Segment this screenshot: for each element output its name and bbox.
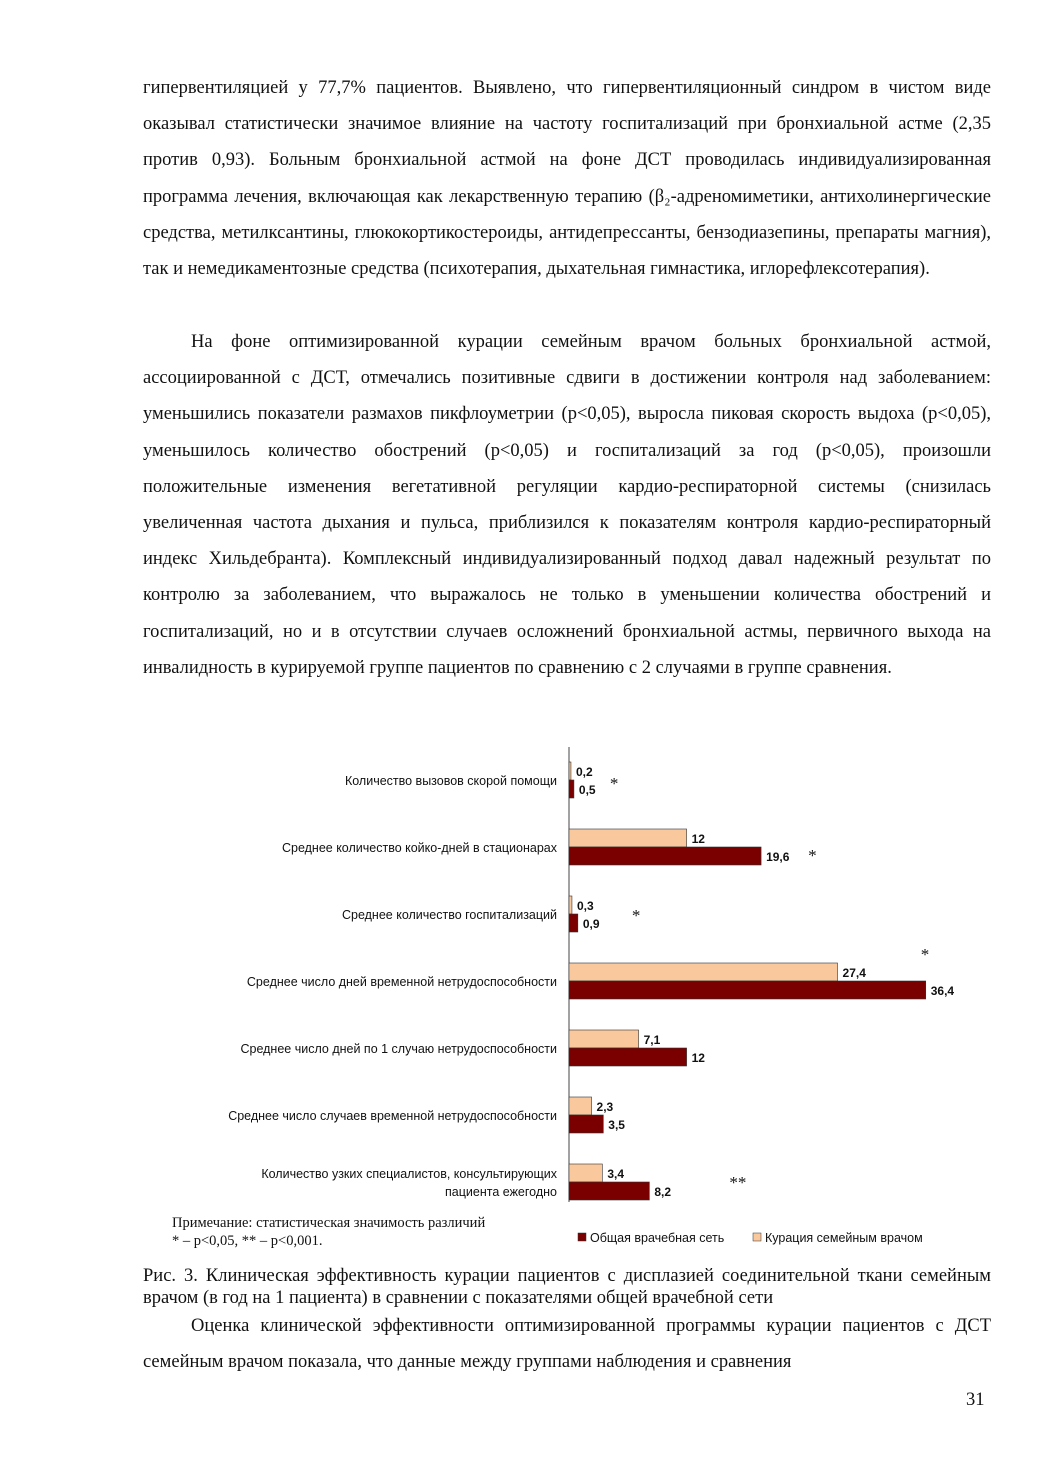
figure-note	[172, 1214, 485, 1250]
bar-family-doctor	[569, 762, 571, 780]
legend-label: Общая врачебная сеть	[590, 1231, 725, 1245]
bar-family-doctor	[569, 829, 687, 847]
data-label: 3,4	[607, 1167, 625, 1181]
paragraph-1: гипервентиляцией у 77,7% пациентов. Выявлено, что гипервентиляционный синдром в чистом виде оказывал статистически значимое влияние на частоту госпитализаций при бронхиальной астме (2,35 против 0,93). Больным бронхиальной астмой на фоне ДСТ проводилась индивидуализированная программа лечения, включающая как лекарственную терапию (β₂-адреномиметики, антихолинергические средства, метилксантины, глюкокортикостероиды, антидепрессанты, бензодиазепины, препараты магния), так и немедикаментозные средства (психотерапия, дыхательная гимнастика, иглорефлексотерапия).	[143, 78, 991, 280]
bar-general-network	[569, 1182, 649, 1200]
category-label: Среднее число случаев временной нетрудоспособности	[228, 1109, 557, 1123]
legend-swatch	[578, 1233, 586, 1241]
category-label: Среднее количество госпитализаций	[341, 908, 557, 922]
bar-family-doctor	[569, 1030, 639, 1048]
data-label: 12	[691, 832, 705, 846]
figure-3-bar-chart	[160, 742, 990, 1262]
data-label: 0,2	[575, 765, 593, 779]
data-label: 0,3	[576, 899, 594, 913]
data-label: 0,9	[582, 917, 600, 931]
category-label: Среднее число дней по 1 случаю нетрудоспособности	[240, 1042, 557, 1056]
bar-general-network	[569, 780, 574, 798]
paragraph-3: Оценка клинической эффективности оптимизированной программы курации пациентов с ДСТ семейным врачом показала, что данные между группами наблюдения и сравнения	[143, 1316, 991, 1373]
bar-general-network	[569, 1115, 603, 1133]
data-label: 36,4	[930, 984, 955, 998]
bar-family-doctor	[569, 963, 838, 981]
bar-family-doctor	[569, 1097, 592, 1115]
bar-general-network	[569, 847, 761, 865]
data-label: 2,3	[596, 1100, 614, 1114]
note-line-1: Примечание: статистическая значимость различий	[172, 1215, 486, 1231]
paragraph-2: На фоне оптимизированной курации семейным врачом больных бронхиальной астмой, ассоциированной с ДСТ, отмечались позитивные сдвиги в достижении контроля над заболеванием: уменьшились показатели размахов пикфлоуметрии (p<0,05), выросла пиковая скорость выдоха (p<0,05), уменьшилось количество обострений (p<0,05) и госпитализаций за год (p<0,05), произошли положительные изменения вегетативной регуляции кардио-респираторной системы (снизилась увеличенная частота дыхания и пульса, приблизился к показателям контроля кардио-респираторный индекс Хильдебранта). Комплексный индивидуализированный подход давал надежный результат по контролю за заболеванием, что выражалось не только в уменьшении количества обострений и госпитализаций, но и в отсутствии случаев осложнений бронхиальной астмы, первичного выхода на инвалидность в курируемой группе пациентов по сравнению с 2 случаями в группе сравнения.	[143, 332, 991, 678]
legend-swatch	[753, 1233, 761, 1241]
significance-marker: *	[631, 906, 641, 925]
category-label: Количество вызовов скорой помощи	[344, 774, 557, 788]
page-number: 31	[966, 1390, 985, 1410]
significance-marker: *	[920, 945, 930, 964]
bar-general-network	[569, 981, 926, 999]
data-label: 3,5	[608, 1118, 625, 1132]
data-label: 27,4	[842, 966, 866, 980]
bar-family-doctor	[569, 896, 572, 914]
data-label: 8,2	[654, 1185, 672, 1199]
significance-marker: *	[808, 846, 817, 865]
data-label: 12	[691, 1051, 705, 1065]
bar-general-network	[569, 914, 578, 932]
category-label: Среднее количество койко-дней в стационарах	[281, 841, 557, 855]
significance-marker: *	[609, 774, 619, 793]
data-label: 7,1	[643, 1033, 661, 1047]
significance-marker: **	[729, 1173, 747, 1192]
category-label: Количество узких специалистов, консультирующих пациента ежегодно	[261, 1167, 557, 1199]
figure-caption: Рис. 3. Клиническая эффективность курации пациентов с дисплазией соединительной ткани семейным врачом (в год на 1 пациента) в сравнении с показателями общей врачебной сети	[143, 1266, 991, 1308]
bar-general-network	[569, 1048, 687, 1066]
legend-label: Курация семейным врачом	[765, 1231, 923, 1245]
bar-family-doctor	[569, 1164, 602, 1182]
data-label: 19,6	[766, 850, 790, 864]
category-label: Среднее число дней временной нетрудоспособности	[246, 975, 557, 989]
data-label: 0,5	[578, 783, 596, 797]
note-line-2: * – p<0,05, ** – p<0,001.	[172, 1233, 323, 1249]
